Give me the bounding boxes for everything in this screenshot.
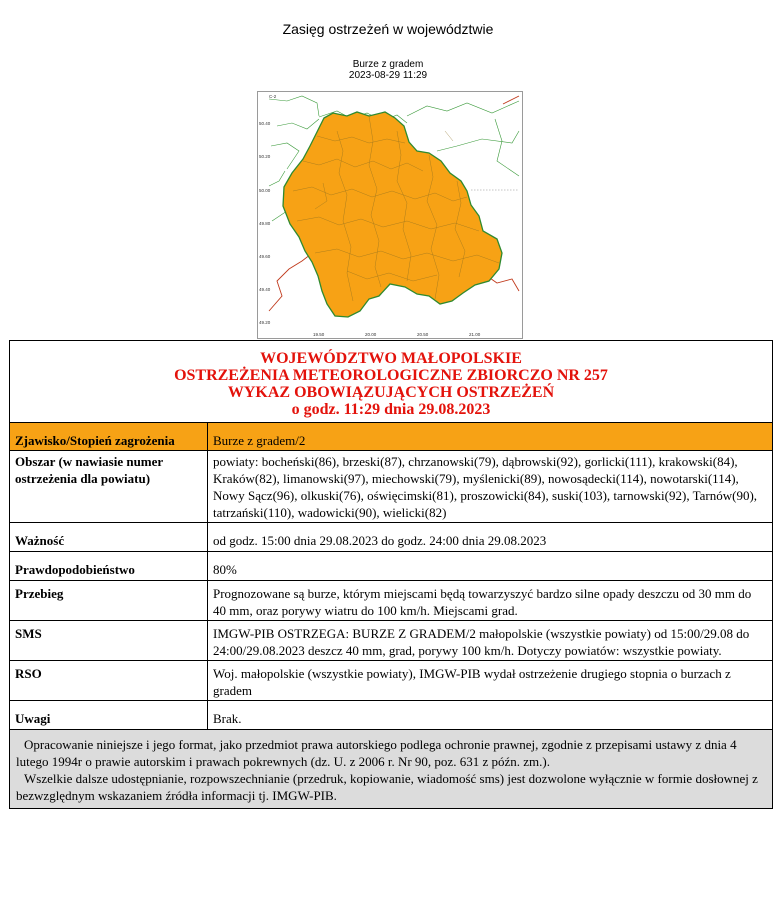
row-rso [10, 661, 773, 701]
validity-value: od godz. 15:00 dnia 29.08.2023 do godz. 24:00 dnia 29.08.2023 [208, 523, 773, 552]
y-tick-label: 49.80 [259, 221, 271, 226]
area-value: powiaty: bocheński(86), brzeski(87), chrzanowski(79), dąbrowski(92), gorlicki(111), krakowski(84), Kraków(82), limanowski(97), miechowski(79), myślenicki(89), nowosądecki(114), nowotarski(114), Nowy Sącz(96), olkuski(76), oświęcimski(81), proszowicki(84), suski(103), tarnowski(92), Tarnów(90), tatrzański(110), wadowicki(90), wielicki(82) [208, 451, 773, 523]
x-tick-label: 21.00 [469, 332, 481, 337]
row-remarks [10, 701, 773, 730]
sms-label: SMS [10, 621, 208, 661]
y-tick-label: 50.00 [259, 188, 271, 193]
y-tick-label: 50.40 [259, 121, 271, 126]
header-datetime: o godz. 11:29 dnia 29.08.2023 [291, 401, 491, 418]
phenomenon-label: Zjawisko/Stopień zagrożenia [10, 423, 208, 451]
page-title: Zasięg ostrzeżeń w województwie [282, 21, 494, 37]
rso-value: Woj. małopolskie (wszystkie powiaty), IMGW-PIB wydał ostrzeżenie drugiego stopnia o burzach z gradem [208, 661, 773, 701]
row-validity [10, 523, 773, 552]
phenomenon-value: Burze z gradem/2 [208, 423, 773, 451]
header-warning-number: OSTRZEŻENIA METEOROLOGICZNE ZBIORCZO NR 257 [174, 367, 608, 384]
row-copyright [10, 730, 773, 809]
header-list-title: WYKAZ OBOWIĄZUJĄCYCH OSTRZEŻEŃ [227, 384, 555, 401]
copyright-notice [10, 730, 773, 809]
course-label: Przebieg [10, 581, 208, 621]
row-sms [10, 621, 773, 661]
redistribution-paragraph: Wszelkie dalsze udostępnianie, rozpowszechnianie (przedruk, kopiowanie, wiadomość sms) jest dozwolone wyłącznie w formie dosłownej z bezwzględnym wskazaniem źródła informacji tj. IMGW-PIB. [16, 771, 758, 803]
row-area [10, 451, 773, 523]
header-voivodeship: WOJEWÓDZTWO MAŁOPOLSKIE [260, 350, 522, 367]
sms-value: IMGW-PIB OSTRZEGA: BURZE Z GRADEM/2 małopolskie (wszystkie powiaty) od 15:00/29.08 do 24:00/29.08.2023 deszcz 40 mm, grad, porywy 100 km/h. Dotyczy powiatów: wszystkie powiaty. [208, 621, 773, 661]
map-caption-timestamp: 2023-08-29 11:29 [348, 70, 428, 81]
x-tick-label: 20.50 [417, 332, 429, 337]
row-probability [10, 552, 773, 581]
warning-table [9, 340, 773, 809]
x-tick-label: 20.00 [365, 332, 377, 337]
warning-header [10, 341, 773, 423]
map-caption-phenomenon: Burze z gradem [352, 59, 424, 70]
area-label: Obszar (w nawiasie numer ostrzeżenia dla powiatu) [10, 451, 208, 523]
y-tick-label: 49.60 [259, 254, 271, 259]
y-tick-label: 50.20 [259, 154, 271, 159]
x-tick-label: 19.50 [313, 332, 325, 337]
probability-value: 80% [208, 552, 773, 581]
row-course [10, 581, 773, 621]
row-phenomenon [10, 423, 773, 451]
rso-label: RSO [10, 661, 208, 701]
y-tick-label: 49.20 [259, 320, 271, 325]
probability-label: Prawdopodobieństwo [10, 552, 208, 581]
remarks-value: Brak. [208, 701, 773, 730]
remarks-label: Uwagi [10, 701, 208, 730]
map-caption [0, 59, 776, 81]
course-value: Prognozowane są burze, którym miejscami będą towarzyszyć bardzo silne opady deszczu od 30 mm do 40 mm, oraz porywy wiatru do 100 km/h. Miejscami grad. [208, 581, 773, 621]
copyright-paragraph: Opracowanie niniejsze i jego format, jako przedmiot prawa autorskiego podlega ochronie prawnej, zgodnie z przepisami ustawy z dnia 4 lutego 1994r o prawie autorskim i prawach pokrewnych (dz. U. z 2006 r. Nr 90, poz. 631 z późn. zm.). [16, 737, 737, 769]
map-corner-label: C-2 [269, 94, 277, 99]
validity-label: Ważność [10, 523, 208, 552]
y-tick-label: 49.40 [259, 287, 271, 292]
warning-map [257, 91, 523, 339]
